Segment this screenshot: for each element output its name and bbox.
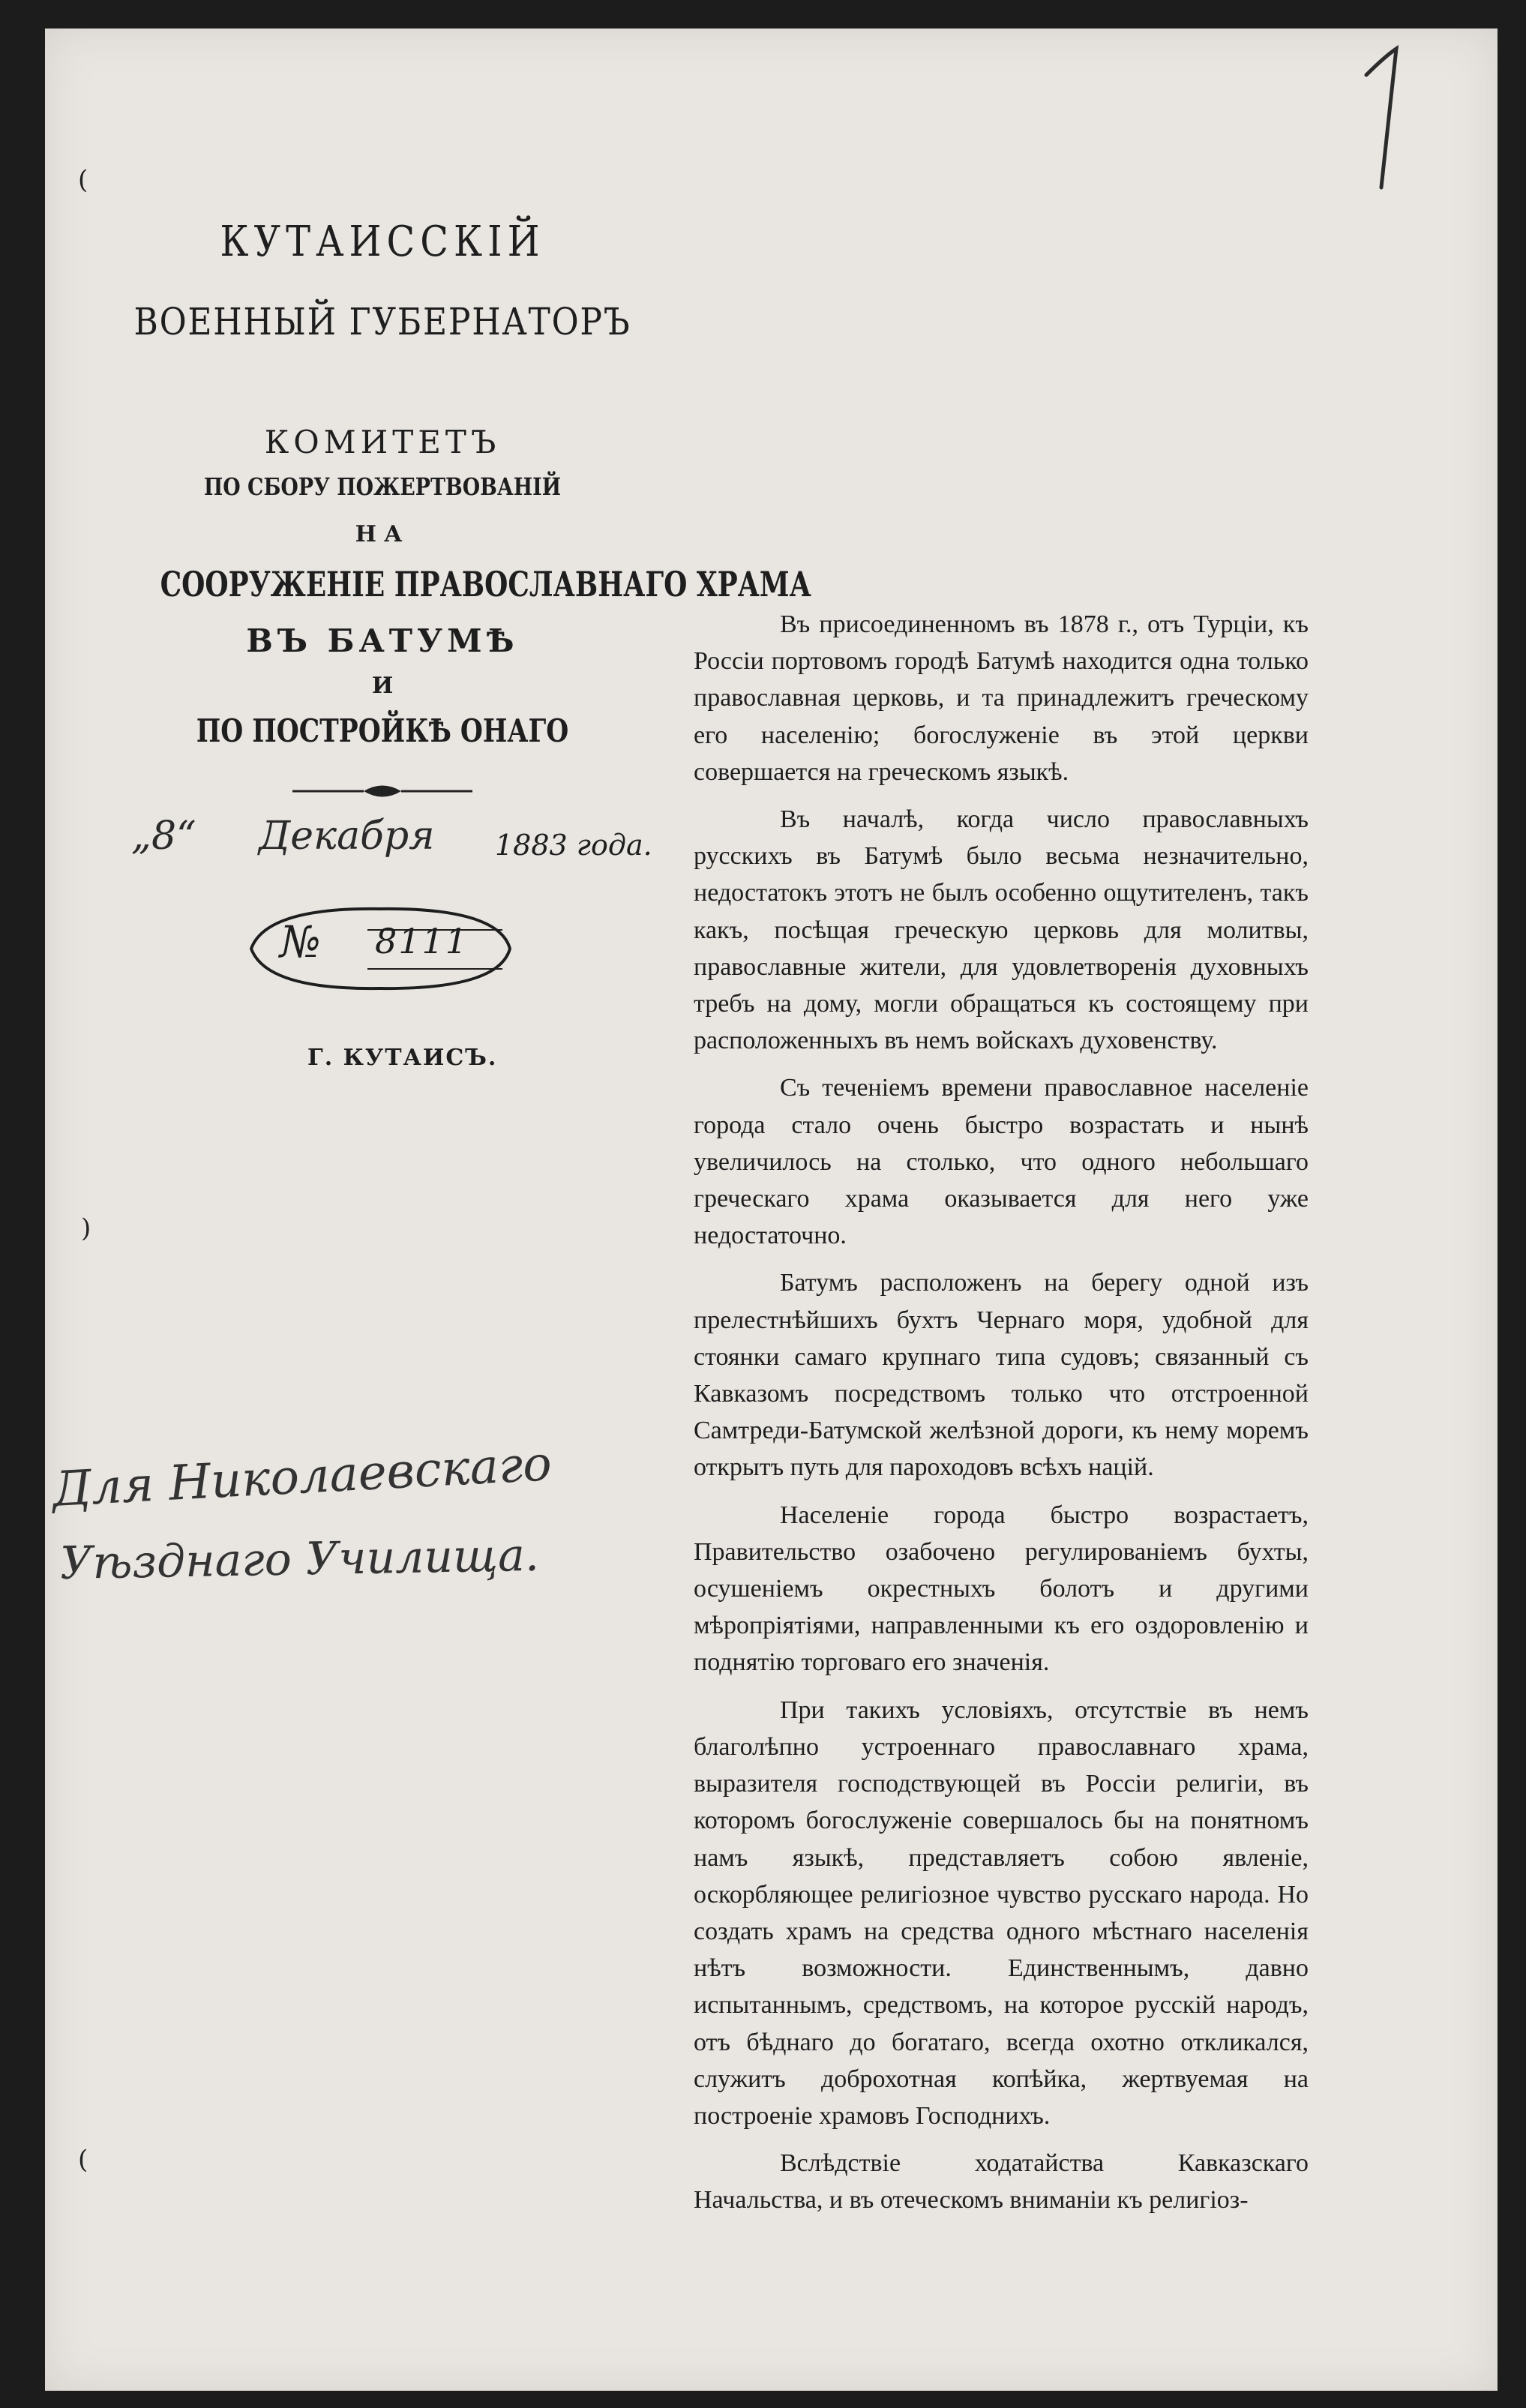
svg-text:1: 1 — [1344, 45, 1345, 46]
letterhead-building: ПО ПОСТРОЙКѢ ОНАГО — [196, 712, 569, 749]
date-year: 1883 года. — [495, 829, 652, 862]
number-value: 8111 — [375, 921, 469, 961]
letterhead-collection: ПО СБОРУ ПОЖЕРТВОВАНІЙ — [203, 472, 562, 501]
paragraph: Съ теченіемъ времени православное населеніе города стало очень быстро возрастать и нынѣ увеличилось на столько, что одного небольшаго греческаго храма оказывается для него уже недостаточно. — [694, 1074, 1309, 1250]
letterhead-construction: СООРУЖЕНІЕ ПРАВОСЛАВНАГО ХРАМА — [160, 564, 811, 604]
letterhead-batum: ВЪ БАТУМѢ — [246, 622, 519, 659]
paragraph: Населеніе города быстро возрастаетъ, Правительство озабочено регулированіемъ бухты, осушеніемъ окрестныхъ болотъ и другими мѣропріятіями, направленными къ его оздоровленію и поднятію торговаго его значенія. — [694, 1501, 1309, 1677]
letterhead-na: НА — [355, 521, 410, 547]
ornament-divider — [292, 780, 472, 802]
letterhead-title-line1: КУТАИССКІЙ — [220, 217, 545, 266]
handwritten-inscription — [45, 1436, 675, 1627]
date-line — [131, 814, 656, 881]
date-day: „8“ — [131, 814, 196, 859]
margin-mark-bottom: ( — [78, 2145, 88, 2175]
number-label: № — [280, 916, 321, 967]
date-month: Декабря — [259, 814, 435, 859]
paragraph: Батумъ расположенъ на берегу одной изъ прелестнѣйшихъ бухтъ Чернаго моря, удобной для стоянки самаго крупнаго типа судовъ; связанный съ Кавказомъ посредствомъ только что отстроенной Самтреди-Батумской желѣзной дороги, къ нему моремъ открытъ путь для пароходовъ всѣхъ націй. — [694, 1269, 1309, 1482]
inscription-line1: Для Николаевскаго — [51, 1436, 553, 1518]
letterhead-title-line2: ВОЕННЫЙ ГУБЕРНАТОРЪ — [133, 300, 631, 343]
letterhead-committee: КОМИТЕТЪ — [264, 424, 501, 460]
margin-mark-middle: ) — [81, 1213, 91, 1243]
paragraph: Въ присоединенномъ въ 1878 г., отъ Турціи, къ Россіи портовомъ городѣ Батумѣ находится одна только православная церковь, и та принадлежитъ греческому его населенію; богослуженіе въ этой церкви совершается на греческомъ языкѣ. — [694, 610, 1309, 786]
city-name: Г. КУТАИСЪ. — [307, 1045, 498, 1071]
inscription-line2: Уѣзднаго Училища. — [59, 1528, 540, 1590]
letterhead-and: И — [371, 673, 394, 699]
paragraph: При такихъ условіяхъ, отсутствіе въ немъ благолѣпно устроеннаго православнаго храма, выразителя господствующей въ Россіи религіи, въ которомъ богослуженіе совершалось бы на понятномъ намъ языкѣ, представляетъ собою явленіе, оскорбляющее религіозное чувство русскаго народа. Но создать храмъ на средства одного мѣстнаго населенія нѣтъ возможности. Единственнымъ, давно испытаннымъ, средствомъ, на которое русскій народъ, отъ бѣднаго до богатаго, всегда охотно откликался, служитъ доброхотная копѣйка, жертвуемая на построеніе храмовъ Господнихъ. — [694, 1696, 1309, 2130]
page-number — [1344, 45, 1426, 195]
paragraph: Въ началѣ, когда число православныхъ русскихъ въ Батумѣ было весьма незначительно, недостатокъ этотъ не былъ особенно ощутителенъ, такъ какъ, посѣщая греческую церковь для молитвы, православные жители, для удовлетворенія духовныхъ требъ на дому, могли обращаться къ состоящему при расположенныхъ въ немъ войскахъ духовенству. — [694, 805, 1309, 1055]
paragraph: Вслѣдствіе ходатайства Кавказскаго Начальства, и въ отеческомъ вниманіи къ религіоз- — [694, 2149, 1309, 2215]
body-text — [694, 606, 1309, 2230]
document-number — [236, 900, 521, 997]
margin-mark-top: ( — [78, 165, 88, 195]
